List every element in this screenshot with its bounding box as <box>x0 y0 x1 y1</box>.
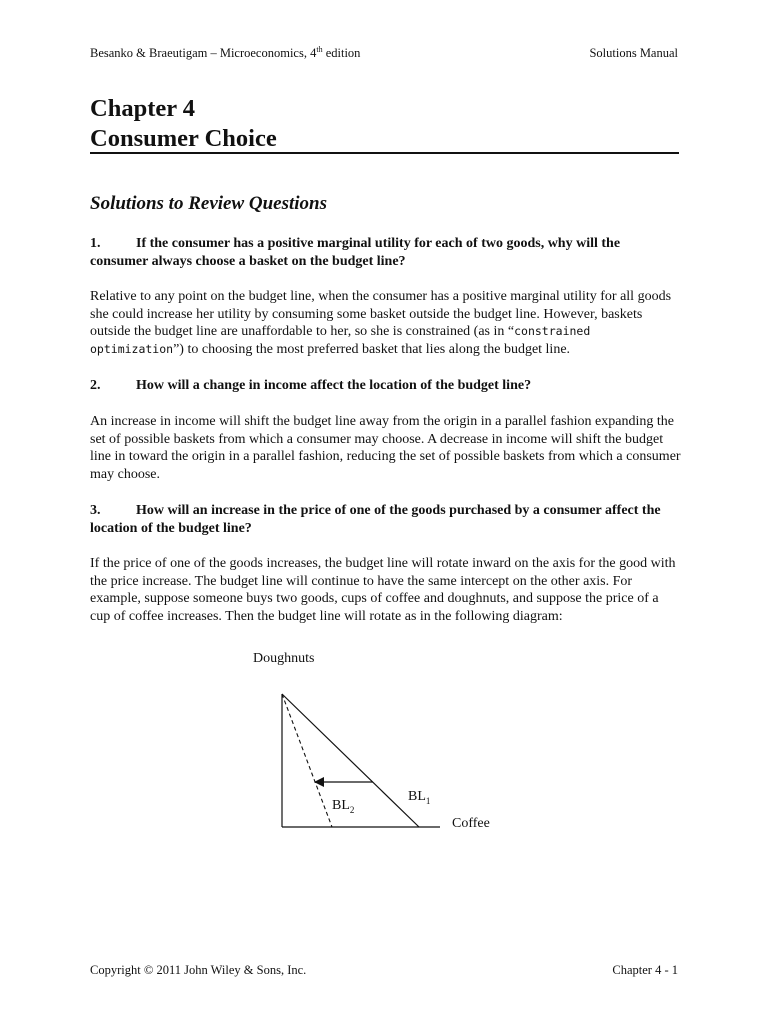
x-axis-label: Coffee <box>452 816 490 831</box>
bl1-label-text: BL <box>408 789 426 804</box>
chapter-number: Chapter 4 <box>90 95 196 122</box>
answer-2: An increase in income will shift the budget line away from the origin in a parallel fashion expanding the set of possible baskets from which a consumer may choose. A decrease in income will shift the budget line in toward the origin in a parallel fashion, reducing the set of possible baskets from which a consumer may choose. <box>90 414 681 482</box>
footer-page-number: Chapter 4 - 1 <box>612 963 678 977</box>
answer-1-term-close: ”) to <box>173 341 199 357</box>
question-3-number: 3. <box>90 503 101 518</box>
question-2-number: 2. <box>90 378 101 393</box>
header-edition-superscript: th <box>316 44 323 54</box>
bl1-label-subscript: 1 <box>425 795 431 806</box>
bl2-label-subscript: 2 <box>349 804 355 815</box>
header-book-title: Besanko & Braeutigam – Microeconomics, 4 <box>90 46 317 60</box>
answer-1-term: constrained optimization <box>90 324 591 356</box>
question-2-text: How will a change in income affect the location of the budget line? <box>136 378 532 393</box>
answer-3: If the price of one of the goods increases, the budget line will rotate inward on the axis for the good with the price increase. The budget line will continue to have the same intercept on the other axis. For example, suppose someone buys two goods, cups of coffee and doughnuts, and suppose the price of a cup of coffee increases. Then the budget line will rotate as in the following diagram: <box>90 556 676 624</box>
rotation-arrow-head <box>314 777 324 787</box>
question-1-number: 1. <box>90 236 101 251</box>
bl1-label <box>408 789 430 805</box>
section-title: Solutions to Review Questions <box>90 193 328 214</box>
answer-1-text-end: choosing the most preferred basket that lies along the budget line. <box>198 341 571 357</box>
header-edition-suffix: edition <box>322 46 361 60</box>
bl2-label-text: BL <box>332 798 350 813</box>
y-axis-label: Doughnuts <box>253 651 315 666</box>
question-3-text: How will an increase in the price of one of the goods purchased by a consumer affect the location of the budget line? <box>90 503 661 536</box>
footer-copyright: Copyright © 2011 John Wiley & Sons, Inc. <box>90 963 307 977</box>
question-1-text: If the consumer has a positive marginal utility for each of two goods, why will the consumer always choose a basket on the budget line? <box>90 236 621 269</box>
bl2-label <box>332 798 354 814</box>
budget-line-bl2 <box>282 694 332 827</box>
answer-1-text-start: Relative to any point on the budget line, when the consumer has a positive marginal utility for all goods she could increase her utility by consuming some basket outside the budget line. However, baskets outside the budget line are unaffordable to her, so she is constrained (as in “ <box>90 289 672 339</box>
chapter-title: Consumer Choice <box>90 125 277 152</box>
running-header-right: Solutions Manual <box>589 46 678 60</box>
